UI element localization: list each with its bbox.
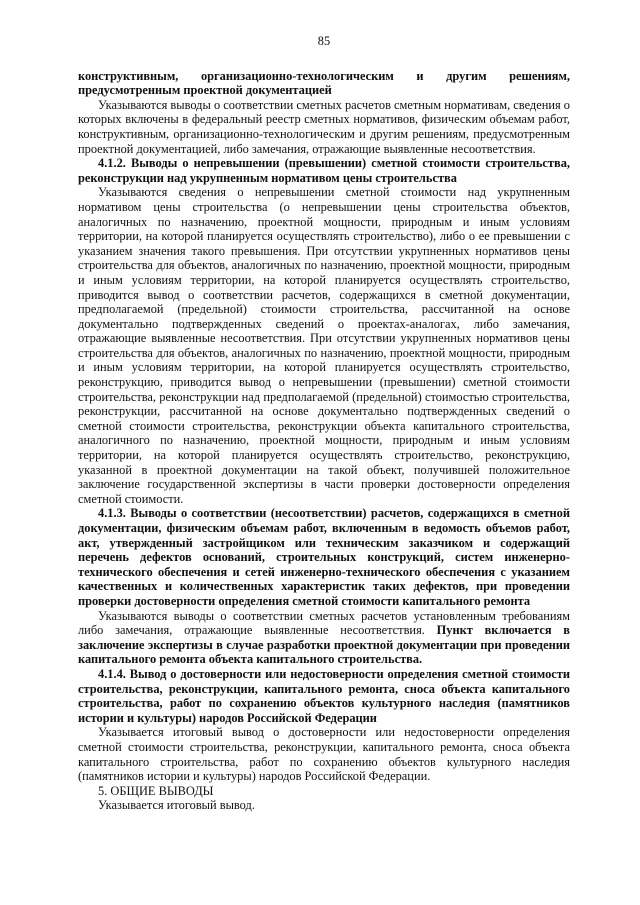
paragraph-cost-limit: Указываются сведения о непревышении сметной стоимости над укрупненным нормативом цены строительства (о непревышении цены строительства объектов, аналогичных по назначению, проектной мощности, природным и иным условиям территории, на которой планируется осуществлять строительство), либо о ее превышении с указанием значения такого превышения. При отсутствии укрупненных нормативов цены строительства для объектов, аналогичных по назначению, проектной мощности, природным и иным условиям территории, на которой планируется осуществлять строительство, приводится вывод о соответствии расчетов, содержащихся в сметной документации, предполагаемой (предельной) стоимости строительства, рассчитанной на основе документально подтвержденных сведений о проектах-аналогах, либо замечания, отражающие выявленные несоответствия. При отсутствии укрупненных нормативов цены строительства для объектов, аналогичных по назначению, проектной мощности, природным и иным условиям территории, на которой планируется осуществлять строительство, реконструкцию, приводится вывод о непревышении (превышении) сметной стоимости строительства, реконструкции над предполагаемой (предельной) стоимостью строительства, реконструкции, рассчитанной на основе документально подтвержденных сведений о сметной стоимости строительства, реконструкции объекта капитального строительства, аналогичного по назначению, проектной мощности, природным и иным условиям территории, на которой планируется осуществлять строительство, реконструкцию, указанной в проектной документации на такой объект, получившей положительное заключение государственной экспертизы в части проверки достоверности определения сметной стоимости. bbox=[78, 185, 570, 506]
paragraph-capital-repair bbox=[78, 609, 570, 667]
page-number: 85 bbox=[317, 34, 331, 48]
document-page bbox=[78, 34, 570, 884]
paragraph-smeta-normatives: Указываются выводы о соответствии сметных расчетов сметным нормативам, сведения о которых включены в федеральный реестр сметных нормативов, физическим объемам работ, конструктивным, организационно-технологическим и другим решениям, предусмотренным проектной документацией, либо замечания, отражающие выявленные несоответствия. bbox=[78, 97, 570, 156]
section-heading-4-1-4: 4.1.4. Вывод о достоверности или недостоверности определения сметной стоимости строительства, реконструкции, капитального ремонта, сноса объекта капитального строительства, работ по сохранению объектов культурного наследия (памятников истории и культуры) народов Российской Федерации bbox=[78, 666, 570, 725]
bold-continuation: конструктивным, организационно-технологическим и другим решениям, предусмотренным проектной документацией bbox=[78, 68, 570, 98]
paragraph-general-conclusion: Указывается итоговый вывод. bbox=[98, 798, 255, 813]
section-heading-4-1-2: 4.1.2. Выводы о непревышении (превышении) сметной стоимости строительства, реконструкции над укрупненным нормативом цены строительства bbox=[78, 156, 570, 185]
section-heading-4-1-3: 4.1.3. Выводы о соответствии (несоответствии) расчетов, содержащихся в сметной документации, физическим объемам работ, включенным в ведомость объемов работ, акт, утвержденный застройщиком или техническим заказчиком и содержащий перечень дефектов оснований, строительных конструкций, систем инженерно-технического обеспечения и сетей инженерно-технического обеспечения с указанием качественных и количественных характеристик таких дефектов, при проведении проверки достоверности определения сметной стоимости капитального ремонта bbox=[78, 506, 570, 608]
section-heading-5: 5. ОБЩИЕ ВЫВОДЫ bbox=[98, 783, 214, 798]
paragraph-final-conclusion: Указывается итоговый вывод о достоверности или недостоверности определения сметной стоимости строительства, реконструкции, капитального ремонта, сноса объекта капитального строительства, работ по сохранению объектов культурного наследия (памятников истории и культуры) народов Российской Федерации. bbox=[78, 725, 570, 784]
paragraph-capital-repair-text: Указываются выводы о соответствии сметных расчетов установленным требованиям либо замечания, отражающие выявленные несоответствия. bbox=[78, 608, 570, 638]
paragraph-capital-repair-note: Пункт включается в заключение экспертизы в случае разработки проектной документации при проведении капитального ремонта объекта капитального строительства. bbox=[78, 623, 570, 667]
